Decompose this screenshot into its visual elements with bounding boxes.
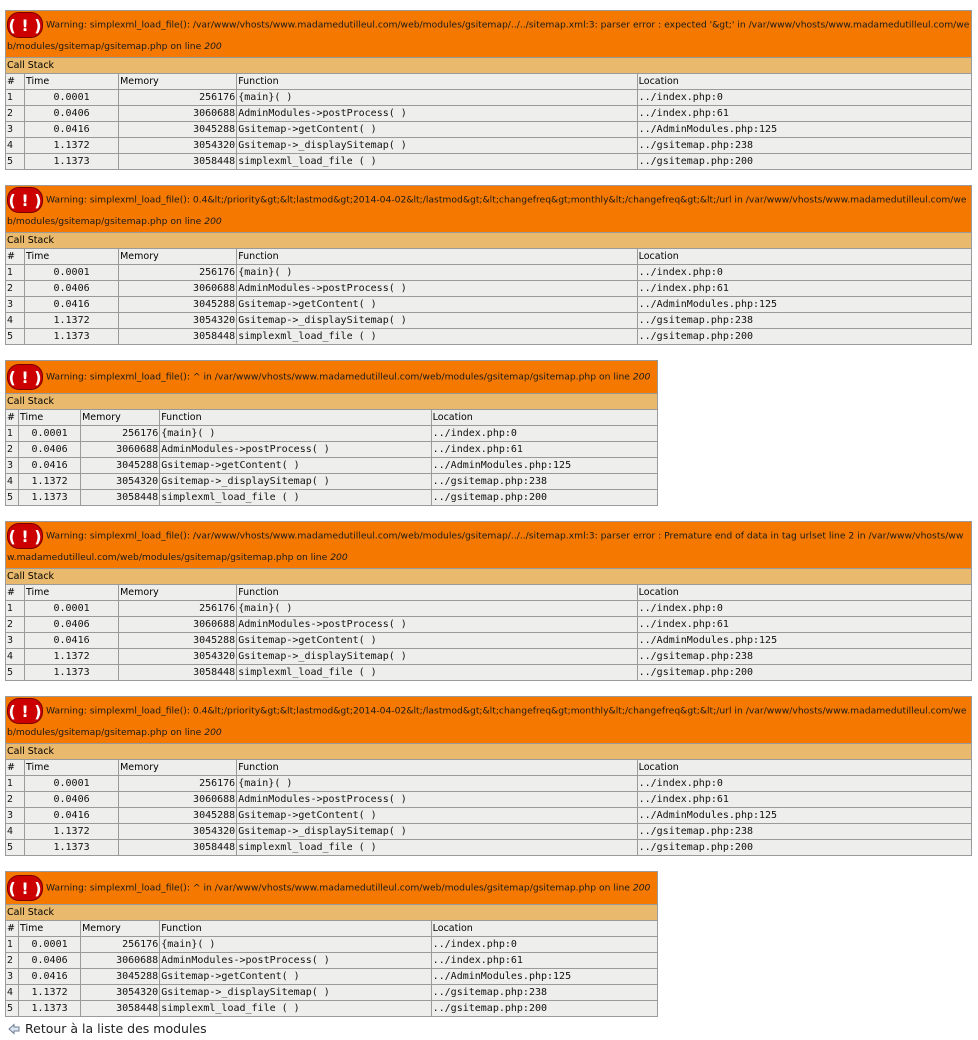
row-time: 0.0001 bbox=[25, 265, 119, 281]
row-time: 0.0406 bbox=[25, 106, 119, 122]
row-time: 0.0406 bbox=[25, 792, 119, 808]
row-num: 5 bbox=[6, 840, 25, 856]
stack-row bbox=[6, 1001, 658, 1017]
stack-row bbox=[6, 601, 972, 617]
error-message: Warning: simplexml_load_file(): ^ in /var/www/vhosts/www.madamedutilleul.com/web/modules/gsitemap/gsitemap.php on line bbox=[46, 371, 633, 382]
row-function: Gsitemap->getContent( ) bbox=[237, 122, 637, 138]
call-stack-header: Call Stack bbox=[6, 569, 972, 585]
row-location: ../index.php:0 bbox=[431, 937, 657, 953]
col-memory: Memory bbox=[119, 249, 237, 265]
error-line-number: 200 bbox=[204, 216, 222, 227]
row-memory: 3054320 bbox=[119, 649, 237, 665]
error-message: Warning: simplexml_load_file(): /var/www/vhosts/www.madamedutilleul.com/web/modules/gsitemap/../../sitemap.xml:3: parser error : Premature end of data in tag urlset line 2 in /var/www/vhosts/www.madamedutilleul.com/web/modules/gsitemap/gsitemap.php on line bbox=[7, 530, 964, 563]
stack-row bbox=[6, 442, 658, 458]
row-function: Gsitemap->_displaySitemap( ) bbox=[237, 138, 637, 154]
row-num: 2 bbox=[6, 281, 25, 297]
row-memory: 3045288 bbox=[119, 297, 237, 313]
row-num: 4 bbox=[6, 649, 25, 665]
row-location: ../AdminModules.php:125 bbox=[637, 122, 971, 138]
stack-row bbox=[6, 138, 972, 154]
col-function: Function bbox=[237, 585, 637, 601]
row-num: 5 bbox=[6, 154, 25, 170]
row-time: 0.0416 bbox=[25, 122, 119, 138]
call-stack-header: Call Stack bbox=[6, 58, 972, 74]
row-num: 5 bbox=[6, 490, 19, 506]
stack-row bbox=[6, 937, 658, 953]
row-time: 0.0001 bbox=[25, 776, 119, 792]
error-line-number: 200 bbox=[204, 727, 222, 738]
col-time: Time bbox=[25, 585, 119, 601]
error-message: Warning: simplexml_load_file(): ^ in /var/www/vhosts/www.madamedutilleul.com/web/modules/gsitemap/gsitemap.php on line bbox=[46, 882, 633, 893]
row-time: 1.1373 bbox=[19, 490, 81, 506]
error-block-2 bbox=[5, 185, 972, 345]
row-function: {main}( ) bbox=[237, 776, 637, 792]
row-location: ../AdminModules.php:125 bbox=[431, 458, 657, 474]
col-function: Function bbox=[237, 249, 637, 265]
col-num: # bbox=[6, 585, 25, 601]
row-location: ../index.php:0 bbox=[637, 90, 971, 106]
row-time: 1.1373 bbox=[25, 840, 119, 856]
col-time: Time bbox=[19, 410, 81, 426]
col-time: Time bbox=[25, 74, 119, 90]
row-time: 0.0001 bbox=[25, 90, 119, 106]
arrow-left-icon bbox=[8, 1023, 20, 1035]
stack-row bbox=[6, 154, 972, 170]
row-memory: 3054320 bbox=[119, 824, 237, 840]
row-time: 1.1372 bbox=[25, 138, 119, 154]
col-location: Location bbox=[637, 74, 971, 90]
error-block-6 bbox=[5, 871, 658, 1017]
error-block-4 bbox=[5, 521, 972, 681]
row-function: Gsitemap->getContent( ) bbox=[160, 458, 431, 474]
row-num: 3 bbox=[6, 122, 25, 138]
row-function: simplexml_load_file ( ) bbox=[160, 490, 431, 506]
error-block-3 bbox=[5, 360, 658, 506]
stack-row bbox=[6, 490, 658, 506]
row-time: 1.1372 bbox=[25, 313, 119, 329]
row-time: 1.1373 bbox=[25, 665, 119, 681]
row-num: 5 bbox=[6, 1001, 19, 1017]
col-location: Location bbox=[637, 585, 971, 601]
row-num: 1 bbox=[6, 426, 19, 442]
col-time: Time bbox=[19, 921, 81, 937]
row-num: 1 bbox=[6, 601, 25, 617]
row-memory: 3054320 bbox=[81, 985, 160, 1001]
row-time: 1.1373 bbox=[25, 154, 119, 170]
row-memory: 3060688 bbox=[119, 106, 237, 122]
stack-row bbox=[6, 824, 972, 840]
row-time: 1.1372 bbox=[19, 985, 81, 1001]
row-time: 0.0416 bbox=[25, 633, 119, 649]
error-message-row bbox=[6, 11, 972, 58]
error-icon: ( ! ) bbox=[7, 364, 43, 390]
row-memory: 3045288 bbox=[81, 458, 160, 474]
col-function: Function bbox=[160, 410, 431, 426]
stack-row bbox=[6, 792, 972, 808]
row-location: ../gsitemap.php:238 bbox=[431, 985, 657, 1001]
error-message-row bbox=[6, 697, 972, 744]
row-location: ../gsitemap.php:238 bbox=[637, 649, 971, 665]
row-num: 4 bbox=[6, 138, 25, 154]
row-location: ../index.php:0 bbox=[637, 265, 971, 281]
col-time: Time bbox=[25, 249, 119, 265]
call-stack-header: Call Stack bbox=[6, 394, 658, 410]
stack-row bbox=[6, 313, 972, 329]
row-memory: 3058448 bbox=[119, 154, 237, 170]
row-memory: 3060688 bbox=[81, 953, 160, 969]
error-line-number: 200 bbox=[632, 371, 651, 382]
error-table bbox=[5, 521, 972, 681]
error-table bbox=[5, 10, 972, 170]
stack-row bbox=[6, 633, 972, 649]
row-location: ../index.php:61 bbox=[637, 792, 971, 808]
stack-row bbox=[6, 985, 658, 1001]
col-memory: Memory bbox=[119, 585, 237, 601]
col-num: # bbox=[6, 249, 25, 265]
row-time: 0.0406 bbox=[25, 617, 119, 633]
col-num: # bbox=[6, 921, 19, 937]
row-memory: 3045288 bbox=[119, 122, 237, 138]
col-num: # bbox=[6, 74, 25, 90]
row-num: 1 bbox=[6, 90, 25, 106]
row-function: Gsitemap->getContent( ) bbox=[237, 808, 637, 824]
row-function: simplexml_load_file ( ) bbox=[237, 154, 637, 170]
row-function: Gsitemap->_displaySitemap( ) bbox=[160, 985, 431, 1001]
row-memory: 3045288 bbox=[81, 969, 160, 985]
row-location: ../index.php:61 bbox=[637, 106, 971, 122]
row-memory: 256176 bbox=[119, 90, 237, 106]
stack-row bbox=[6, 665, 972, 681]
row-time: 0.0001 bbox=[25, 601, 119, 617]
stack-row bbox=[6, 281, 972, 297]
row-function: AdminModules->postProcess( ) bbox=[160, 953, 431, 969]
row-location: ../gsitemap.php:200 bbox=[637, 154, 971, 170]
row-function: Gsitemap->_displaySitemap( ) bbox=[237, 313, 637, 329]
col-location: Location bbox=[431, 410, 657, 426]
row-location: ../index.php:61 bbox=[637, 617, 971, 633]
row-function: {main}( ) bbox=[160, 426, 431, 442]
row-num: 4 bbox=[6, 824, 25, 840]
stack-row bbox=[6, 106, 972, 122]
row-num: 3 bbox=[6, 808, 25, 824]
row-location: ../index.php:61 bbox=[431, 442, 657, 458]
row-location: ../index.php:0 bbox=[637, 776, 971, 792]
row-location: ../gsitemap.php:200 bbox=[637, 329, 971, 345]
error-message: Warning: simplexml_load_file(): /var/www/vhosts/www.madamedutilleul.com/web/modules/gsitemap/../../sitemap.xml:3: parser error : expected '&gt;' in /var/www/vhosts/www.madamedutilleul.com/web/modules/gsitemap/gsitemap.php on line bbox=[7, 19, 970, 52]
row-location: ../gsitemap.php:200 bbox=[637, 665, 971, 681]
row-location: ../gsitemap.php:238 bbox=[637, 824, 971, 840]
row-function: Gsitemap->getContent( ) bbox=[237, 633, 637, 649]
stack-row bbox=[6, 840, 972, 856]
row-time: 1.1372 bbox=[25, 824, 119, 840]
error-icon: ( ! ) bbox=[7, 12, 43, 38]
row-time: 0.0406 bbox=[19, 953, 81, 969]
row-memory: 3060688 bbox=[119, 281, 237, 297]
col-function: Function bbox=[160, 921, 431, 937]
row-num: 5 bbox=[6, 329, 25, 345]
row-memory: 256176 bbox=[119, 265, 237, 281]
row-location: ../gsitemap.php:238 bbox=[637, 138, 971, 154]
stack-row bbox=[6, 297, 972, 313]
row-memory: 3060688 bbox=[81, 442, 160, 458]
row-num: 2 bbox=[6, 792, 25, 808]
row-time: 0.0001 bbox=[19, 937, 81, 953]
error-icon: ( ! ) bbox=[7, 698, 43, 724]
row-memory: 3054320 bbox=[81, 474, 160, 490]
stack-row bbox=[6, 808, 972, 824]
row-location: ../index.php:61 bbox=[431, 953, 657, 969]
back-to-modules-link[interactable] bbox=[8, 1021, 207, 1036]
row-function: AdminModules->postProcess( ) bbox=[237, 106, 637, 122]
row-time: 0.0416 bbox=[25, 808, 119, 824]
row-time: 0.0406 bbox=[19, 442, 81, 458]
error-line-number: 200 bbox=[204, 41, 222, 52]
col-memory: Memory bbox=[81, 921, 160, 937]
row-location: ../gsitemap.php:238 bbox=[637, 313, 971, 329]
stack-row bbox=[6, 265, 972, 281]
error-message: Warning: simplexml_load_file(): 0.4&lt;/priority&gt;&lt;lastmod&gt;2014-04-02&lt;/lastmod&gt;&lt;changefreq&gt;monthly&lt;/changefreq&gt;&lt;/url in /var/www/vhosts/www.madamedutilleul.com/web/modules/gsitemap/gsitemap.php on line bbox=[7, 194, 967, 227]
row-num: 3 bbox=[6, 633, 25, 649]
row-num: 1 bbox=[6, 776, 25, 792]
row-location: ../AdminModules.php:125 bbox=[637, 297, 971, 313]
row-location: ../AdminModules.php:125 bbox=[637, 633, 971, 649]
error-icon: ( ! ) bbox=[7, 875, 43, 901]
stack-row bbox=[6, 90, 972, 106]
stack-row bbox=[6, 458, 658, 474]
row-num: 3 bbox=[6, 297, 25, 313]
row-function: Gsitemap->_displaySitemap( ) bbox=[160, 474, 431, 490]
row-location: ../gsitemap.php:238 bbox=[431, 474, 657, 490]
row-function: simplexml_load_file ( ) bbox=[160, 1001, 431, 1017]
row-function: simplexml_load_file ( ) bbox=[237, 329, 637, 345]
row-num: 1 bbox=[6, 937, 19, 953]
col-memory: Memory bbox=[81, 410, 160, 426]
row-location: ../gsitemap.php:200 bbox=[431, 490, 657, 506]
row-location: ../index.php:0 bbox=[637, 601, 971, 617]
row-location: ../index.php:61 bbox=[637, 281, 971, 297]
row-location: ../AdminModules.php:125 bbox=[431, 969, 657, 985]
row-num: 2 bbox=[6, 442, 19, 458]
error-line-number: 200 bbox=[330, 552, 348, 563]
error-table bbox=[5, 871, 658, 1017]
stack-row bbox=[6, 426, 658, 442]
row-memory: 3058448 bbox=[81, 1001, 160, 1017]
row-time: 0.0416 bbox=[19, 458, 81, 474]
row-memory: 3060688 bbox=[119, 792, 237, 808]
error-icon: ( ! ) bbox=[7, 187, 43, 213]
row-num: 3 bbox=[6, 969, 19, 985]
back-link-label: Retour à la liste des modules bbox=[25, 1021, 207, 1036]
row-memory: 3054320 bbox=[119, 313, 237, 329]
row-function: {main}( ) bbox=[160, 937, 431, 953]
error-message-row bbox=[6, 872, 658, 905]
row-function: Gsitemap->getContent( ) bbox=[160, 969, 431, 985]
col-memory: Memory bbox=[119, 760, 237, 776]
row-memory: 3060688 bbox=[119, 617, 237, 633]
row-time: 1.1373 bbox=[19, 1001, 81, 1017]
col-function: Function bbox=[237, 74, 637, 90]
row-time: 1.1372 bbox=[19, 474, 81, 490]
call-stack-header: Call Stack bbox=[6, 744, 972, 760]
stack-row bbox=[6, 329, 972, 345]
row-function: simplexml_load_file ( ) bbox=[237, 840, 637, 856]
row-time: 1.1373 bbox=[25, 329, 119, 345]
row-memory: 256176 bbox=[119, 776, 237, 792]
col-num: # bbox=[6, 410, 19, 426]
stack-row bbox=[6, 953, 658, 969]
row-function: AdminModules->postProcess( ) bbox=[237, 617, 637, 633]
row-memory: 3058448 bbox=[119, 665, 237, 681]
row-location: ../gsitemap.php:200 bbox=[431, 1001, 657, 1017]
row-num: 2 bbox=[6, 617, 25, 633]
row-memory: 3045288 bbox=[119, 633, 237, 649]
row-function: AdminModules->postProcess( ) bbox=[237, 281, 637, 297]
call-stack-header: Call Stack bbox=[6, 905, 658, 921]
row-num: 4 bbox=[6, 313, 25, 329]
row-location: ../index.php:0 bbox=[431, 426, 657, 442]
col-location: Location bbox=[431, 921, 657, 937]
row-num: 5 bbox=[6, 665, 25, 681]
error-line-number: 200 bbox=[632, 882, 651, 893]
row-num: 1 bbox=[6, 265, 25, 281]
stack-row bbox=[6, 969, 658, 985]
row-memory: 256176 bbox=[81, 426, 160, 442]
row-memory: 256176 bbox=[81, 937, 160, 953]
col-location: Location bbox=[637, 249, 971, 265]
row-memory: 3054320 bbox=[119, 138, 237, 154]
row-memory: 3058448 bbox=[119, 840, 237, 856]
row-num: 2 bbox=[6, 953, 19, 969]
row-memory: 3058448 bbox=[81, 490, 160, 506]
col-time: Time bbox=[25, 760, 119, 776]
error-table bbox=[5, 360, 658, 506]
row-function: Gsitemap->_displaySitemap( ) bbox=[237, 824, 637, 840]
error-message: Warning: simplexml_load_file(): 0.4&lt;/priority&gt;&lt;lastmod&gt;2014-04-02&lt;/lastmod&gt;&lt;changefreq&gt;monthly&lt;/changefreq&gt;&lt;/url in /var/www/vhosts/www.madamedutilleul.com/web/modules/gsitemap/gsitemap.php on line bbox=[7, 705, 967, 738]
row-function: Gsitemap->getContent( ) bbox=[237, 297, 637, 313]
row-location: ../AdminModules.php:125 bbox=[637, 808, 971, 824]
col-memory: Memory bbox=[119, 74, 237, 90]
stack-row bbox=[6, 617, 972, 633]
error-icon: ( ! ) bbox=[7, 523, 43, 549]
row-num: 4 bbox=[6, 474, 19, 490]
stack-row bbox=[6, 649, 972, 665]
row-function: {main}( ) bbox=[237, 601, 637, 617]
stack-row bbox=[6, 122, 972, 138]
row-memory: 3058448 bbox=[119, 329, 237, 345]
error-message-row bbox=[6, 522, 972, 569]
row-time: 0.0406 bbox=[25, 281, 119, 297]
error-message-row bbox=[6, 186, 972, 233]
error-block-1 bbox=[5, 10, 972, 170]
stack-row bbox=[6, 776, 972, 792]
error-table bbox=[5, 696, 972, 856]
col-location: Location bbox=[637, 760, 971, 776]
row-num: 2 bbox=[6, 106, 25, 122]
row-num: 3 bbox=[6, 458, 19, 474]
error-message-row bbox=[6, 361, 658, 394]
row-function: AdminModules->postProcess( ) bbox=[237, 792, 637, 808]
row-num: 4 bbox=[6, 985, 19, 1001]
error-block-5 bbox=[5, 696, 972, 856]
row-function: Gsitemap->_displaySitemap( ) bbox=[237, 649, 637, 665]
row-time: 0.0416 bbox=[25, 297, 119, 313]
stack-row bbox=[6, 474, 658, 490]
row-time: 0.0416 bbox=[19, 969, 81, 985]
call-stack-header: Call Stack bbox=[6, 233, 972, 249]
row-time: 0.0001 bbox=[19, 426, 81, 442]
row-memory: 3045288 bbox=[119, 808, 237, 824]
row-function: {main}( ) bbox=[237, 265, 637, 281]
row-function: {main}( ) bbox=[237, 90, 637, 106]
row-function: AdminModules->postProcess( ) bbox=[160, 442, 431, 458]
row-location: ../gsitemap.php:200 bbox=[637, 840, 971, 856]
col-function: Function bbox=[237, 760, 637, 776]
row-time: 1.1372 bbox=[25, 649, 119, 665]
row-memory: 256176 bbox=[119, 601, 237, 617]
col-num: # bbox=[6, 760, 25, 776]
error-table bbox=[5, 185, 972, 345]
row-function: simplexml_load_file ( ) bbox=[237, 665, 637, 681]
